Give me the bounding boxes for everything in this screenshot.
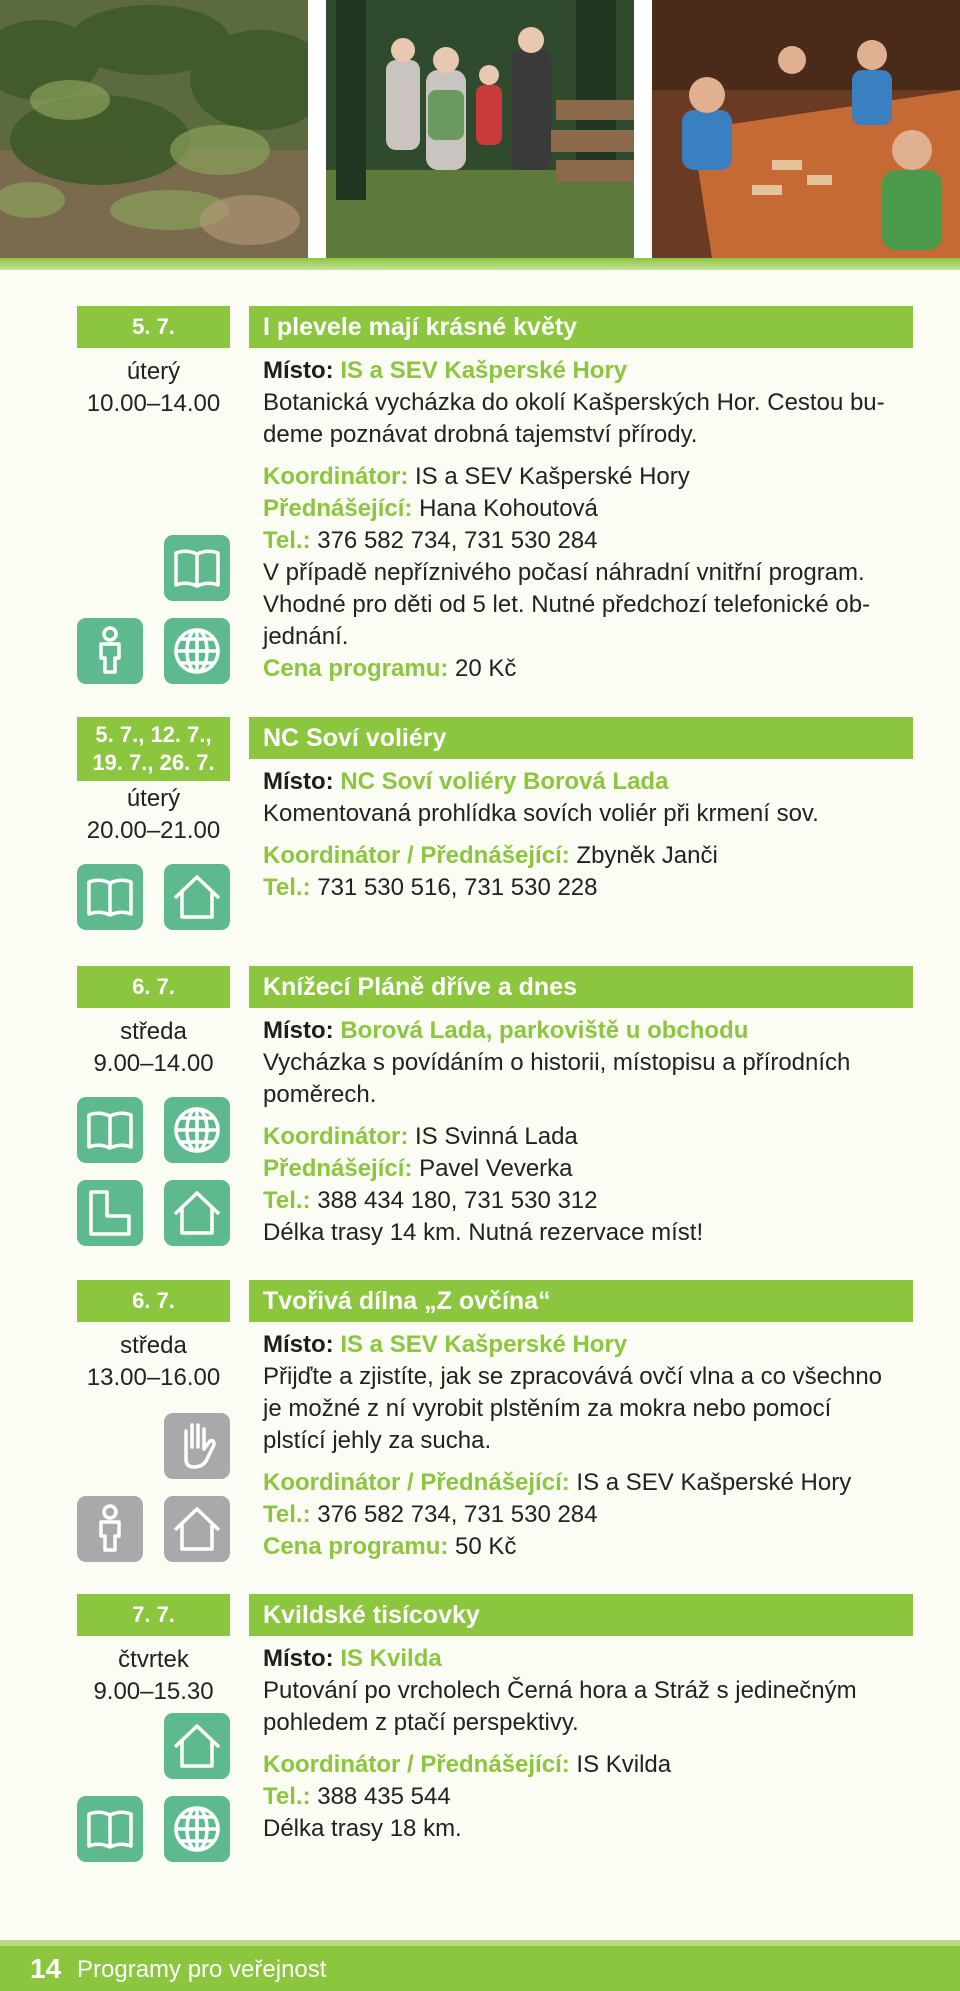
event-4-details: [249, 1280, 913, 1563]
event-title: Tvořivá dílna „Z ovčína“: [249, 1280, 913, 1322]
event-date: 6. 7.: [77, 966, 230, 1008]
event-title: Kvildské tisícovky: [249, 1594, 913, 1636]
event-description: deme poznávat drobná tajemství přírody.: [263, 421, 698, 448]
boot-icon: [77, 1180, 143, 1246]
event-day: čtvrtek: [118, 1646, 189, 1673]
event-lecturer: Přednášející: Pavel Veverka: [263, 1155, 573, 1182]
event-day: úterý: [126, 785, 181, 812]
event-note: Délka trasy 14 km. Nutná rezervace míst!: [263, 1219, 704, 1246]
event-note: jednání.: [263, 623, 349, 650]
book-icon: [164, 535, 230, 601]
event-title: NC Soví voliéry: [249, 717, 913, 759]
page-number: 14: [30, 1953, 62, 1984]
event-4-icons-row2: [77, 1496, 230, 1568]
event-phone: Tel.: 376 582 734, 731 530 284: [263, 1501, 598, 1528]
event-day: středa: [120, 1332, 187, 1359]
event-price: Cena programu: 20 Kč: [263, 655, 517, 682]
event-day: úterý: [126, 358, 181, 385]
event-1-icons-row1: [77, 535, 230, 607]
event-time: 9.00–15.30: [93, 1678, 214, 1705]
event-title: I plevele mají krásné květy: [249, 306, 913, 348]
house-icon: [164, 1713, 230, 1779]
globe-icon: [164, 1796, 230, 1862]
event-3-details: [249, 966, 913, 1249]
photo-forest-group: [326, 0, 634, 258]
event-place: Místo: Borová Lada, parkoviště u obchodu: [263, 1017, 749, 1044]
event-note: Délka trasy 18 km.: [263, 1815, 462, 1842]
event-description: Botanická vycházka do okolí Kašperských Hor. Cestou bu-: [263, 389, 885, 416]
event-coordinator-lecturer: Koordinátor / Přednášející: Zbyněk Janči: [263, 842, 718, 869]
event-3-when: [77, 966, 230, 1080]
event-5-details: [249, 1594, 913, 1845]
event-place: Místo: IS Kvilda: [263, 1645, 442, 1672]
photo-kids-table: [652, 0, 960, 258]
event-description: Putování po vrcholech Černá hora a Stráž s jedinečným: [263, 1677, 857, 1704]
event-date: 6. 7.: [77, 1280, 230, 1322]
event-5-when: [77, 1594, 230, 1708]
event-description: pohledem z ptačí perspektivy.: [263, 1709, 579, 1736]
event-date-line: 19. 7., 26. 7.: [92, 750, 215, 775]
house-icon: [164, 864, 230, 930]
event-3-icons-row1: [77, 1097, 230, 1169]
child-icon: [77, 1496, 143, 1562]
event-date: 5. 7.: [77, 306, 230, 348]
event-1-when: [77, 306, 230, 420]
globe-icon: [164, 1097, 230, 1163]
event-5-icons-row2: [77, 1796, 230, 1868]
event-5-icons-row1: [77, 1713, 230, 1785]
event-time: 9.00–14.00: [93, 1050, 214, 1077]
event-place: Místo: NC Soví voliéry Borová Lada: [263, 768, 669, 795]
event-lecturer: Přednášející: Hana Kohoutová: [263, 495, 598, 522]
event-time: 13.00–16.00: [86, 1364, 221, 1391]
book-icon: [77, 864, 143, 930]
event-place: Místo: IS a SEV Kašperské Hory: [263, 1331, 628, 1358]
event-description: plstící jehly za sucha.: [263, 1427, 492, 1454]
event-phone: Tel.: 388 434 180, 731 530 312: [263, 1187, 598, 1214]
child-icon: [77, 618, 143, 684]
book-icon: [77, 1796, 143, 1862]
event-note: Vhodné pro děti od 5 let. Nutné předchozí telefonické ob-: [263, 591, 871, 618]
event-4-when: [77, 1280, 230, 1394]
event-2-when: [77, 717, 230, 847]
footer-strip: [0, 1940, 960, 1946]
event-1-icons-row2: [77, 618, 230, 690]
event-4-icons-row1: [77, 1413, 230, 1485]
event-description: Vycházka s povídáním o historii, místopisu a přírodních: [263, 1049, 851, 1076]
header-green-strip: [0, 258, 960, 270]
event-note: V případě nepříznivého počasí náhradní vnitřní program.: [263, 559, 865, 586]
photo-plants: [0, 0, 308, 258]
event-place: Místo: IS a SEV Kašperské Hory: [263, 357, 628, 384]
event-3-icons-row2: [77, 1180, 230, 1252]
event-date: 7. 7.: [77, 1594, 230, 1636]
event-phone: Tel.: 376 582 734, 731 530 284: [263, 527, 598, 554]
event-time: 20.00–21.00: [86, 817, 221, 844]
event-coordinator: Koordinátor: IS a SEV Kašperské Hory: [263, 463, 690, 490]
event-1-details: [249, 306, 913, 685]
house-icon: [164, 1180, 230, 1246]
event-time: 10.00–14.00: [86, 390, 221, 417]
event-2-details: [249, 717, 913, 904]
event-description: poměrech.: [263, 1081, 377, 1108]
page-footer: [0, 1940, 960, 1991]
event-phone: Tel.: 731 530 516, 731 530 228: [263, 874, 598, 901]
event-price: Cena programu: 50 Kč: [263, 1533, 517, 1560]
event-coordinator: Koordinátor: IS Svinná Lada: [263, 1123, 578, 1150]
event-day: středa: [120, 1018, 187, 1045]
globe-icon: [164, 618, 230, 684]
event-date: [77, 717, 230, 781]
book-icon: [77, 1097, 143, 1163]
header-photos: [0, 0, 960, 260]
event-2-icons: [77, 864, 230, 936]
section-title: Programy pro veřejnost: [77, 1956, 327, 1983]
event-description: Komentovaná prohlídka sovích voliér při krmení sov.: [263, 800, 819, 827]
event-description: Přijďte a zjistíte, jak se zpracovává ovčí vlna a co všechno: [263, 1363, 883, 1390]
event-phone: Tel.: 388 435 544: [263, 1783, 451, 1810]
event-date-line: 5. 7., 12. 7.,: [95, 722, 212, 747]
house-icon: [164, 1496, 230, 1562]
event-title: Knížecí Pláně dříve a dnes: [249, 966, 913, 1008]
event-coordinator-lecturer: Koordinátor / Přednášející: IS Kvilda: [263, 1751, 672, 1778]
event-coordinator-lecturer: Koordinátor / Přednášející: IS a SEV Kašperské Hory: [263, 1469, 852, 1496]
hand-icon: [164, 1413, 230, 1479]
event-description: je možné z ní vyrobit plstěním za mokra nebo pomocí: [263, 1395, 832, 1422]
